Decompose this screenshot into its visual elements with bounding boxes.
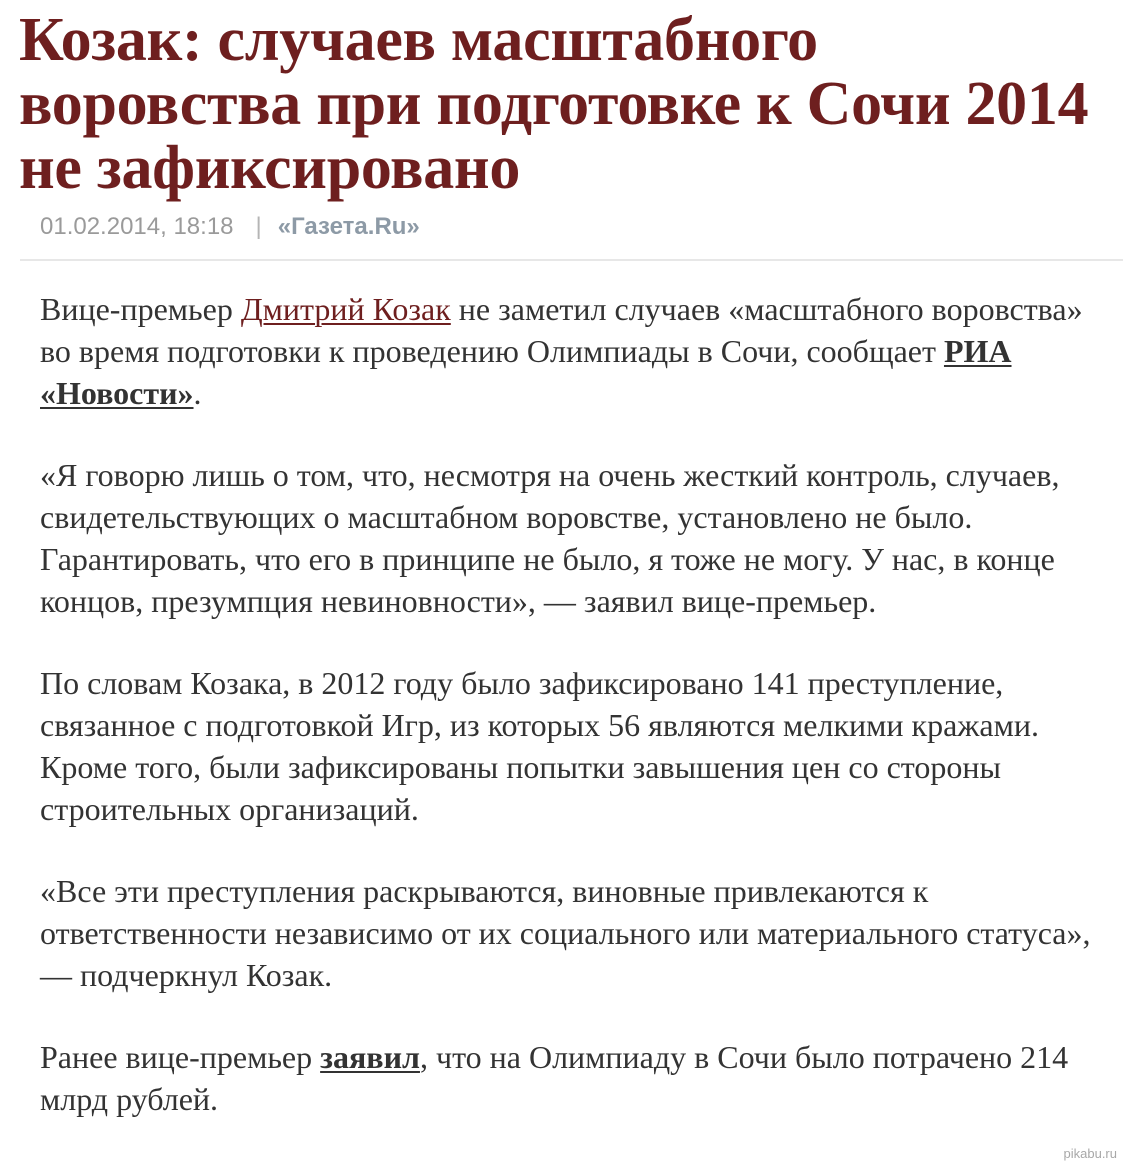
paragraph-1-text-start: Вице-премьер <box>40 291 241 327</box>
watermark: pikabu.ru <box>1063 1146 1117 1161</box>
article-body <box>40 288 1118 1160</box>
person-link-kozak[interactable]: Дмитрий Козак <box>240 291 451 327</box>
meta-separator: | <box>255 213 262 240</box>
source-link-ria[interactable]: РИА «Новости» <box>40 333 1012 411</box>
statement-link[interactable]: заявил <box>320 1039 420 1075</box>
source-name[interactable]: «Газета.Ru» <box>277 213 420 240</box>
paragraph-4: «Все эти преступления раскрываются, виновные привлекаются к ответственности независимо от их социального или материального статуса», — подчеркнул Козак. <box>40 873 1091 993</box>
paragraph-5 <box>40 1036 1118 1120</box>
article-headline: Козак: случаев масштабного воровства при подготовке к Сочи 2014 не зафиксировано <box>19 6 1089 202</box>
article-meta <box>40 212 420 242</box>
paragraph-1 <box>40 288 1118 414</box>
paragraph-1-text-middle: не заметил случаев «масштабного воровства» во время подготовки к проведению Олимпиады в Сочи, сообщает <box>40 291 1083 369</box>
header-divider <box>20 259 1123 261</box>
paragraph-5-text-start: Ранее вице-премьер <box>40 1039 321 1075</box>
paragraph-2: «Я говорю лишь о том, что, несмотря на очень жесткий контроль, случаев, свидетельствующих о масштабном воровстве, установлено не было. Гарантировать, что его в принципе не было, я тоже не могу. У нас, в конце концов, презумпция невиновности», — заявил вице-премьер. <box>40 457 1060 619</box>
publish-date: 01.02.2014, 18:18 <box>40 213 234 240</box>
paragraph-3: По словам Козака, в 2012 году было зафиксировано 141 преступление, связанное с подготовкой Игр, из которых 56 являются мелкими кражами. Кроме того, были зафиксированы попытки завышения цен со стороны строительных организаций. <box>40 665 1039 827</box>
paragraph-1-text-end: . <box>193 375 202 411</box>
paragraph-5-text-end: , что на Олимпиаду в Сочи было потрачено 214 млрд рублей. <box>40 1039 1069 1117</box>
